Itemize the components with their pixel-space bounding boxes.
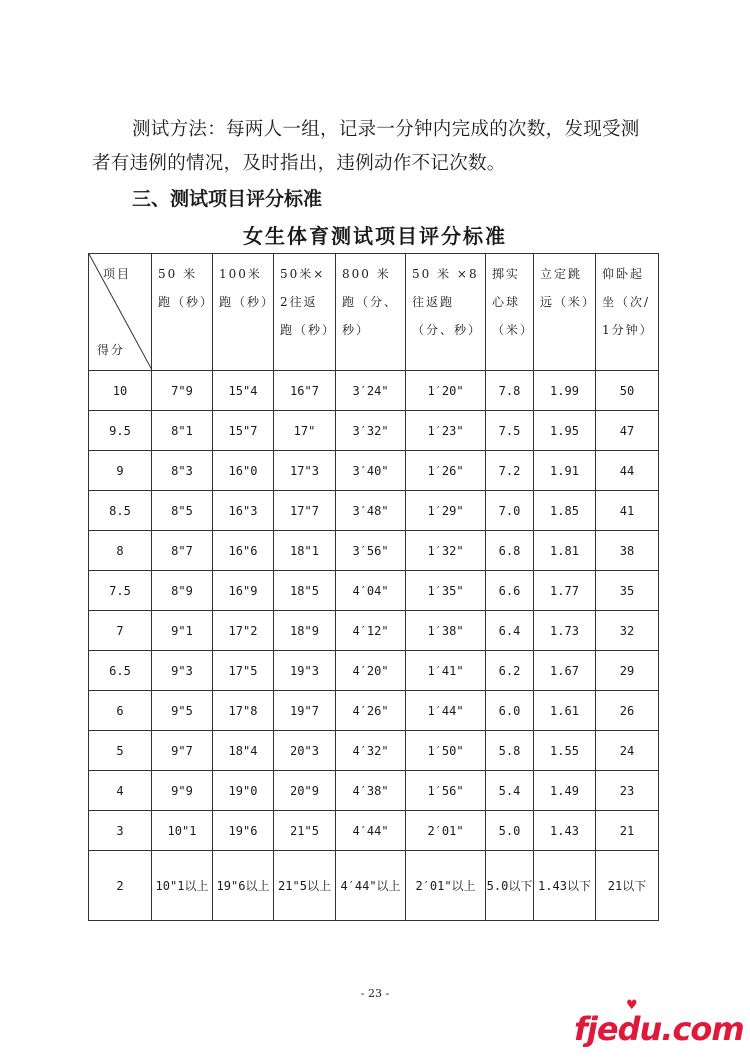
section-heading: 三、测试项目评分标准 xyxy=(132,188,323,210)
table-cell: 4′44"以上 xyxy=(336,851,406,921)
table-title: 女生体育测试项目评分标准 xyxy=(243,224,507,248)
table-cell: 16"6 xyxy=(213,531,274,571)
heart-icon: ♥ xyxy=(626,998,638,1013)
table-cell: 18"9 xyxy=(274,611,336,651)
table-cell: 4′12" xyxy=(336,611,406,651)
table-cell: 18"1 xyxy=(274,531,336,571)
table-cell: 29 xyxy=(596,651,659,691)
table-cell: 8"5 xyxy=(152,491,213,531)
table-cell: 1.95 xyxy=(534,411,596,451)
table-cell: 1.55 xyxy=(534,731,596,771)
table-cell: 6.4 xyxy=(486,611,534,651)
table-row xyxy=(89,811,659,851)
table-cell: 18"5 xyxy=(274,571,336,611)
table-cell: 1.49 xyxy=(534,771,596,811)
table-cell: 8"1 xyxy=(152,411,213,451)
col-header: 立定跳远（米） xyxy=(534,254,596,371)
table-cell: 3′40" xyxy=(336,451,406,491)
table-cell: 7.2 xyxy=(486,451,534,491)
col-header: 50米×2往返跑（秒） xyxy=(274,254,336,371)
corner-item-label: 项目 xyxy=(103,267,132,281)
table-cell: 17" xyxy=(274,411,336,451)
table-cell: 1.61 xyxy=(534,691,596,731)
table-cell: 50 xyxy=(596,371,659,411)
table-cell: 1′23" xyxy=(406,411,486,451)
table-cell: 9"5 xyxy=(152,691,213,731)
table-cell: 1.43以下 xyxy=(534,851,596,921)
score-cell: 8.5 xyxy=(89,491,152,531)
table-cell: 19"3 xyxy=(274,651,336,691)
table-cell: 44 xyxy=(596,451,659,491)
table-cell: 16"0 xyxy=(213,451,274,491)
col-header: 50 米跑（秒） xyxy=(152,254,213,371)
table-cell: 21以下 xyxy=(596,851,659,921)
table-row xyxy=(89,731,659,771)
table-cell: 1′38" xyxy=(406,611,486,651)
table-cell: 5.0以下 xyxy=(486,851,534,921)
table-cell: 3′24" xyxy=(336,371,406,411)
table-cell: 9"3 xyxy=(152,651,213,691)
score-cell: 5 xyxy=(89,731,152,771)
table-cell: 6.0 xyxy=(486,691,534,731)
col-header: 仰卧起坐（次/1分钟） xyxy=(596,254,659,371)
table-row xyxy=(89,411,659,451)
table-cell: 10"1 xyxy=(152,811,213,851)
table-cell: 1′56" xyxy=(406,771,486,811)
table-cell: 8"9 xyxy=(152,571,213,611)
score-cell: 3 xyxy=(89,811,152,851)
col-header: 50 米 ×8 往返跑（分、秒） xyxy=(406,254,486,371)
table-cell: 3′48" xyxy=(336,491,406,531)
score-cell: 4 xyxy=(89,771,152,811)
table-cell: 23 xyxy=(596,771,659,811)
table-cell: 1′50" xyxy=(406,731,486,771)
table-cell: 24 xyxy=(596,731,659,771)
table-cell: 5.8 xyxy=(486,731,534,771)
table-cell: 9"7 xyxy=(152,731,213,771)
table-cell: 1.67 xyxy=(534,651,596,691)
table-cell: 10"1以上 xyxy=(152,851,213,921)
table-cell: 16"9 xyxy=(213,571,274,611)
col-header: 100米跑（秒） xyxy=(213,254,274,371)
table-cell: 1.43 xyxy=(534,811,596,851)
table-cell: 4′38" xyxy=(336,771,406,811)
score-cell: 6.5 xyxy=(89,651,152,691)
table-row xyxy=(89,651,659,691)
table-cell: 6.2 xyxy=(486,651,534,691)
table-cell: 15"7 xyxy=(213,411,274,451)
intro-line-2: 者有违例的情况，及时指出，违例动作不记次数。 xyxy=(92,153,506,174)
table-cell: 8"3 xyxy=(152,451,213,491)
table-cell: 9"1 xyxy=(152,611,213,651)
table-row xyxy=(89,691,659,731)
score-cell: 7.5 xyxy=(89,571,152,611)
table-row xyxy=(89,531,659,571)
table-cell: 17"5 xyxy=(213,651,274,691)
corner-score-label: 得分 xyxy=(97,343,126,357)
score-cell: 6 xyxy=(89,691,152,731)
table-cell: 47 xyxy=(596,411,659,451)
table-cell: 1′29" xyxy=(406,491,486,531)
table-cell: 41 xyxy=(596,491,659,531)
table-cell: 7.8 xyxy=(486,371,534,411)
table-cell: 6.8 xyxy=(486,531,534,571)
table-row xyxy=(89,571,659,611)
table-cell: 35 xyxy=(596,571,659,611)
col-header: 800 米跑（分、秒） xyxy=(336,254,406,371)
table-cell: 3′56" xyxy=(336,531,406,571)
table-cell: 17"3 xyxy=(274,451,336,491)
table-cell: 5.4 xyxy=(486,771,534,811)
score-cell: 9.5 xyxy=(89,411,152,451)
table-cell: 1′20" xyxy=(406,371,486,411)
table-cell: 1′35" xyxy=(406,571,486,611)
table-cell: 8"7 xyxy=(152,531,213,571)
table-cell: 17"2 xyxy=(213,611,274,651)
score-cell: 10 xyxy=(89,371,152,411)
table-cell: 1′26" xyxy=(406,451,486,491)
table-cell: 1.81 xyxy=(534,531,596,571)
table-cell: 20"3 xyxy=(274,731,336,771)
table-cell: 18"4 xyxy=(213,731,274,771)
table-row xyxy=(89,851,659,921)
table-cell: 4′04" xyxy=(336,571,406,611)
table-cell: 3′32" xyxy=(336,411,406,451)
watermark-logo: fjedu.com xyxy=(574,1010,744,1048)
table-row xyxy=(89,611,659,651)
table-cell: 19"6 xyxy=(213,811,274,851)
table-cell: 7.5 xyxy=(486,411,534,451)
table-cell: 19"6以上 xyxy=(213,851,274,921)
intro-paragraph xyxy=(92,113,692,181)
table-cell: 4′20" xyxy=(336,651,406,691)
table-cell: 1′32" xyxy=(406,531,486,571)
table-cell: 19"0 xyxy=(213,771,274,811)
table-cell: 4′26" xyxy=(336,691,406,731)
table-cell: 1′44" xyxy=(406,691,486,731)
table-cell: 4′44" xyxy=(336,811,406,851)
table-cell: 17"8 xyxy=(213,691,274,731)
score-cell: 7 xyxy=(89,611,152,651)
table-cell: 19"7 xyxy=(274,691,336,731)
table-cell: 1.85 xyxy=(534,491,596,531)
score-cell: 8 xyxy=(89,531,152,571)
table-row xyxy=(89,771,659,811)
table-cell: 16"3 xyxy=(213,491,274,531)
table-cell: 21"5以上 xyxy=(274,851,336,921)
table-cell: 26 xyxy=(596,691,659,731)
table-cell: 9"9 xyxy=(152,771,213,811)
corner-header xyxy=(89,254,152,371)
table-cell: 1.91 xyxy=(534,451,596,491)
table-cell: 38 xyxy=(596,531,659,571)
table-cell: 7"9 xyxy=(152,371,213,411)
table-cell: 2′01"以上 xyxy=(406,851,486,921)
table-cell: 17"7 xyxy=(274,491,336,531)
table-cell: 1′41" xyxy=(406,651,486,691)
header-row xyxy=(89,254,659,371)
score-cell: 2 xyxy=(89,851,152,921)
intro-line-1: 测试方法：每两人一组，记录一分钟内完成的次数，发现受测 xyxy=(132,119,640,140)
table-row xyxy=(89,491,659,531)
table-cell: 4′32" xyxy=(336,731,406,771)
table-cell: 6.6 xyxy=(486,571,534,611)
table-cell: 21"5 xyxy=(274,811,336,851)
table-cell: 2′01" xyxy=(406,811,486,851)
table-cell: 1.77 xyxy=(534,571,596,611)
table-row xyxy=(89,451,659,491)
table-cell: 15"4 xyxy=(213,371,274,411)
score-cell: 9 xyxy=(89,451,152,491)
table-cell: 5.0 xyxy=(486,811,534,851)
col-header: 掷实心球（米） xyxy=(486,254,534,371)
table-cell: 21 xyxy=(596,811,659,851)
table-cell: 1.73 xyxy=(534,611,596,651)
table-cell: 16"7 xyxy=(274,371,336,411)
table-cell: 32 xyxy=(596,611,659,651)
table-row xyxy=(89,371,659,411)
table-cell: 1.99 xyxy=(534,371,596,411)
table-cell: 20"9 xyxy=(274,771,336,811)
score-table xyxy=(88,253,659,921)
page-number: - 23 - xyxy=(360,987,390,1000)
table-cell: 7.0 xyxy=(486,491,534,531)
